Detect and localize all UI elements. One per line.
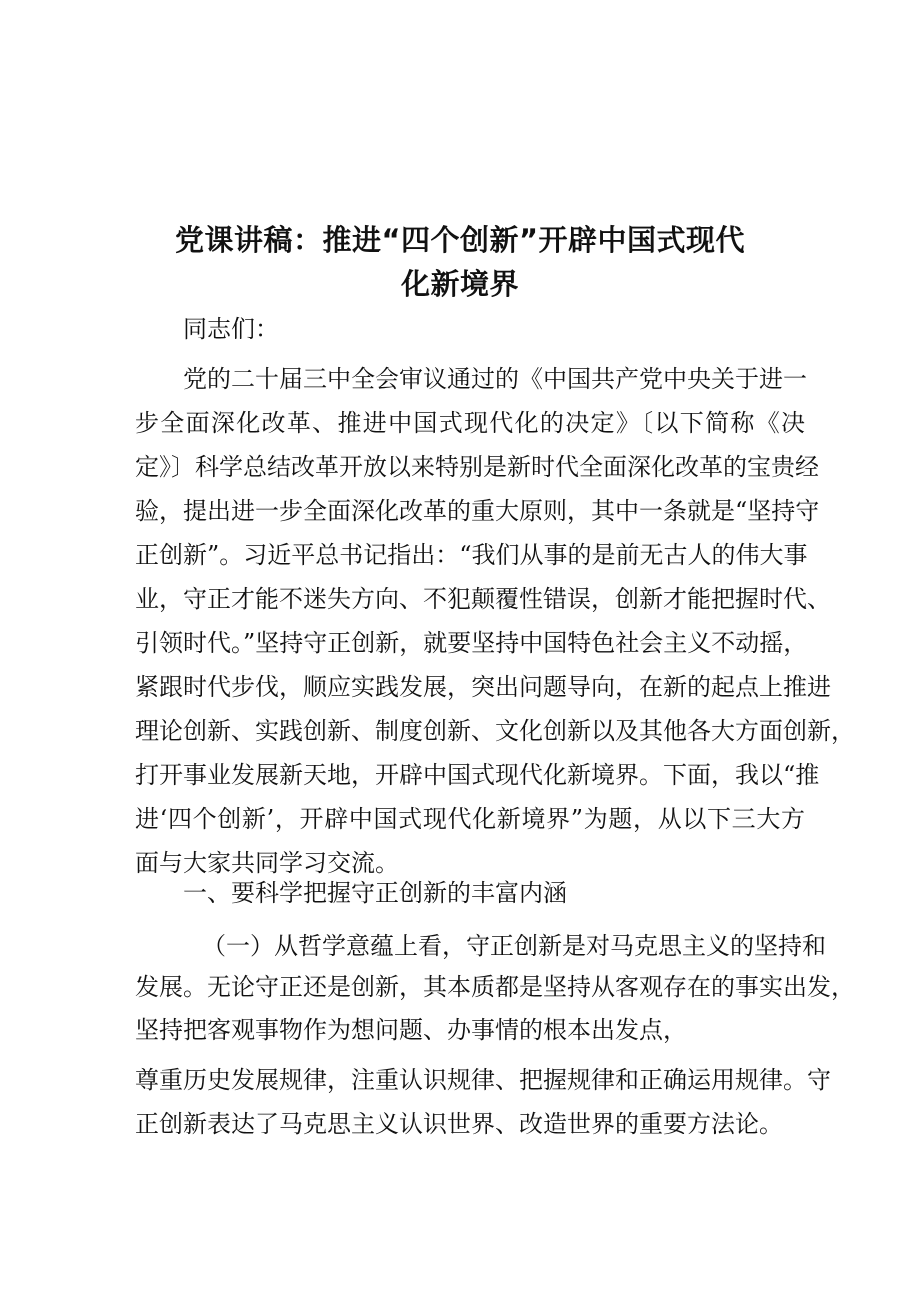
document-title-line-2: 化新境界: [400, 267, 519, 301]
paragraph-line: 验，提出进一步全面深化改革的重大原则，其中一条就是“坚持守: [135, 497, 820, 525]
paragraph-line: 尊重历史发展规律，注重认识规律、把握规律和正确运用规律。守: [135, 1066, 831, 1094]
section-heading-1: 一、要科学把握守正创新的丰富内涵: [183, 879, 567, 907]
paragraph-line: 正创新表达了马克思主义认识世界、改造世界的重要方法论。: [135, 1110, 783, 1138]
paragraph-line: 坚持把客观事物作为想问题、办事情的根本出发点，: [135, 1016, 687, 1044]
paragraph-line: 面与大家共同学习交流。: [135, 849, 399, 877]
paragraph-line: 紧跟时代步伐，顺应实践发展，突出问题导向，在新的起点上推进: [135, 673, 831, 701]
paragraph-line: 定》〕科学总结改革开放以来特别是新时代全面深化改革的宝贵经: [135, 453, 819, 481]
salutation: 同志们：: [183, 315, 279, 343]
paragraph-line: 业，守正才能不迷失方向、不犯颠覆性错误，创新才能把握时代、: [135, 585, 831, 613]
paragraph-line: 引领时代。”坚持守正创新，就要坚持中国特色社会主义不动摇，: [135, 629, 808, 657]
paragraph-line: 进‘四个创新’，开辟中国式现代化新境界”为题，从以下三大方: [135, 805, 805, 833]
paragraph-line: 发展。无论守正还是创新，其本质都是坚持从客观存在的事实出发，: [135, 973, 855, 1001]
document-title-line-1: 党课讲稿：推进“四个创新”开辟中国式现代: [174, 223, 746, 257]
paragraph-line: 步全面深化改革、推进中国式现代化的决定》〔以下简称《决: [135, 409, 805, 437]
paragraph-line: 正创新”。习近平总书记指出：“我们从事的是前无古人的伟大事: [135, 541, 808, 569]
paragraph-line: 党的二十届三中全会审议通过的《中国共产党中央关于进一: [183, 365, 807, 393]
paragraph-line: （一）从哲学意蕴上看，守正创新是对马克思主义的坚持和: [202, 932, 826, 960]
paragraph-line: 打开事业发展新天地，开辟中国式现代化新境界。下面，我以“推: [135, 761, 820, 789]
paragraph-line: 理论创新、实践创新、制度创新、文化创新以及其他各大方面创新，: [135, 717, 855, 745]
